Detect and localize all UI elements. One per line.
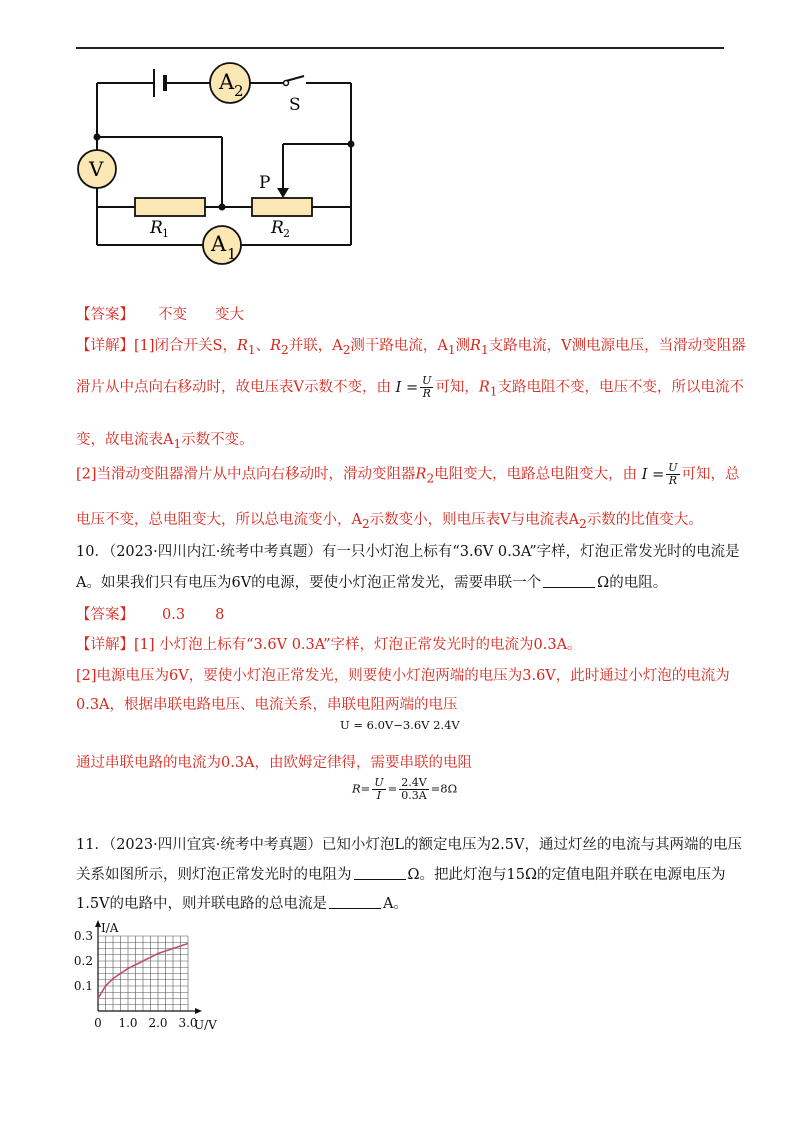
q10-explain-line-3: [76, 693, 458, 714]
explain-label: 【详解】: [76, 338, 134, 354]
text: [1]闭合开关S，: [134, 338, 237, 354]
x-tick-label: 2.0: [148, 1016, 168, 1030]
question-text: 关系如图所示，则灯泡正常发光时的电阻为: [76, 867, 352, 883]
text: 、: [255, 338, 271, 354]
subscript: 2: [281, 342, 289, 357]
text: [1] 小灯泡上标有“3.6V 0.3A”字样，灯泡正常发光时的电流为0.3A。: [134, 637, 582, 653]
ammeter-a2-label: A: [219, 70, 235, 94]
symbol: R: [270, 338, 282, 354]
switch-label: S: [289, 95, 301, 115]
q11-stem-line-3: [76, 892, 408, 913]
q11-stem-line-2: [76, 863, 726, 884]
text: [2]当滑动变阻器滑片从中点向右移动时，滑动变阻器: [76, 466, 416, 483]
text: 并联，A: [288, 338, 343, 354]
question-text: 1.5V的电路中，则并联电路的总电流是: [76, 896, 328, 912]
subscript: 1: [173, 436, 182, 451]
ammeter-a2-sub: 2: [234, 82, 244, 100]
text: 测: [455, 338, 471, 354]
text: 可知，总: [681, 466, 740, 483]
x-tick-label: 1.0: [118, 1016, 138, 1030]
subscript: 1: [447, 342, 456, 357]
text: 示数不变。: [181, 432, 254, 448]
text: 0.3A，根据串联电路电压、电流关系，串联电阻两端的电压: [76, 697, 458, 713]
question-text: A。: [383, 896, 409, 912]
q11-stem-line-1: [76, 833, 742, 854]
text: 测干路电流，A: [350, 338, 448, 354]
explain-label: 【详解】: [76, 637, 134, 653]
text: 电压不变，总电阻变大，所以总电流变小，A: [76, 512, 362, 528]
q9-explain-line-2: [76, 375, 744, 400]
q9-explain-line-5: [76, 508, 703, 531]
text: 示数变小，则电压表V与电流表A: [369, 512, 580, 528]
ammeter-a1-label: A: [211, 232, 227, 256]
r1-sub: 1: [162, 227, 169, 240]
answer-value-1: 不变: [158, 307, 187, 323]
resistor-r1: [135, 198, 205, 216]
x-axis-arrow-icon: [195, 1008, 202, 1014]
r2-sub: 2: [283, 227, 290, 240]
x-tick-label: 3.0: [178, 1016, 198, 1030]
eq-r: R: [352, 781, 361, 796]
formula-ohm-2: [641, 461, 682, 487]
q10-stem-line-1: [76, 540, 740, 561]
formula-u: U: [668, 461, 678, 474]
resistor-r2: [252, 198, 312, 216]
eq-u: U: [374, 776, 384, 789]
answer-value-2: 变大: [215, 307, 244, 323]
subscript: 1: [247, 342, 256, 357]
eq-i: I: [376, 789, 382, 802]
formula-ohm: [395, 374, 436, 400]
circuit-diagram: [70, 55, 370, 280]
y-tick-label: 0.2: [73, 954, 93, 968]
subscript: 2: [426, 471, 435, 486]
ammeter-a1-sub: 1: [227, 245, 237, 263]
eq-sign: =: [387, 781, 398, 796]
q10-explain-line-4: [76, 751, 472, 772]
formula-eq: =: [405, 379, 419, 396]
question-text: A。如果我们只有电压为6V的电源，要使小灯泡正常发光，需要串联一个: [76, 575, 542, 591]
answer-label: 【答案】: [76, 307, 134, 323]
question-text: （2023·四川内江·统考中考真题）有一只小灯泡上标有“3.6V 0.3A”字样，灯泡正常发光时的电流是: [108, 544, 740, 560]
voltmeter-label: V: [89, 157, 104, 181]
answer-value-2: 8: [215, 607, 225, 623]
subscript: 2: [342, 342, 351, 357]
answer-label: 【答案】: [76, 607, 134, 623]
text: 通过串联电路的电流为0.3A，由欧姆定律得，需要串联的电阻: [76, 755, 473, 771]
subscript: 1: [480, 342, 489, 357]
eq-den: 0.3A: [401, 789, 427, 802]
eq-sign: =: [360, 781, 371, 796]
slider-arrow-icon: [277, 188, 289, 198]
formula-u: U: [422, 374, 432, 387]
subscript: 2: [361, 516, 370, 531]
question-text: Ω的电阻。: [597, 575, 668, 591]
iu-chart: [70, 912, 220, 1037]
r2-label: R: [271, 218, 284, 238]
text: 支路电流，V测电源电压，当滑动变阻器: [488, 338, 746, 354]
q10-stem-line-2: [76, 571, 667, 592]
text: 电阻变大，电路总电阻变大，由: [434, 466, 638, 483]
node-dot: [348, 141, 355, 148]
symbol: R: [415, 466, 427, 483]
eq-num: 2.4V: [401, 776, 427, 789]
q9-answer-line: [76, 303, 244, 324]
answer-blank[interactable]: [543, 575, 595, 588]
text: 示数的比值变大。: [586, 512, 703, 528]
formula-r: R: [668, 474, 678, 487]
text: [2]电源电压为6V，要使小灯泡正常发光，则要使小灯泡两端的电压为3.6V，此时通过小灯泡的电流为: [76, 668, 730, 684]
x-tick-label: 0: [94, 1016, 102, 1030]
equation-voltage: U = 6.0V−3.6V 2.4V: [340, 718, 460, 732]
q10-answer-line: [76, 603, 224, 624]
node-dot: [219, 204, 226, 211]
header-rule: [76, 47, 724, 49]
symbol: R: [236, 338, 248, 354]
switch-contact: [284, 81, 289, 86]
text: 可知，: [435, 379, 479, 396]
q9-explain-line-3: [76, 428, 254, 451]
symbol: R: [470, 338, 481, 354]
switch-lever: [286, 76, 304, 81]
text: 支路电阻不变，电压不变，所以电流不: [497, 379, 744, 396]
equation-resistance: [352, 777, 457, 802]
formula-eq: =: [652, 466, 665, 483]
y-tick-label: 0.1: [73, 979, 93, 993]
q10-explain-line-1: [76, 633, 582, 654]
subscript: 1: [489, 384, 498, 399]
question-text: Ω。把此灯泡与15Ω的定值电阻并联在电源电压为: [407, 867, 726, 883]
x-axis-label: U/V: [194, 1018, 217, 1032]
answer-blank[interactable]: [354, 867, 406, 880]
eq-result: =8Ω: [430, 781, 458, 796]
subscript: 2: [579, 516, 587, 531]
symbol: R: [478, 379, 490, 396]
y-tick-label: 0.3: [73, 929, 93, 943]
q10-explain-line-2: [76, 664, 730, 685]
q9-explain-line-4: [76, 462, 740, 487]
formula-i: I: [395, 379, 402, 396]
question-number: 11．: [76, 837, 109, 853]
text: 滑片从中点向右移动时，故电压表V示数不变，由: [76, 379, 391, 396]
question-number: 10．: [76, 544, 109, 560]
question-text: （2023·四川宜宾·统考中考真题）已知小灯泡L的额定电压为2.5V，通过灯丝的电流与其两端的电压: [108, 837, 742, 853]
answer-value-1: 0.3: [162, 607, 186, 623]
answer-blank[interactable]: [329, 896, 381, 909]
text: 变，故电流表A: [76, 432, 174, 448]
y-axis-label: I/A: [101, 921, 119, 935]
r1-label: R: [150, 218, 163, 238]
formula-i: I: [641, 466, 648, 483]
formula-r: R: [422, 387, 431, 400]
q9-explain-line-1: [76, 334, 746, 357]
slider-label: P: [259, 173, 271, 193]
node-dot: [94, 134, 101, 141]
